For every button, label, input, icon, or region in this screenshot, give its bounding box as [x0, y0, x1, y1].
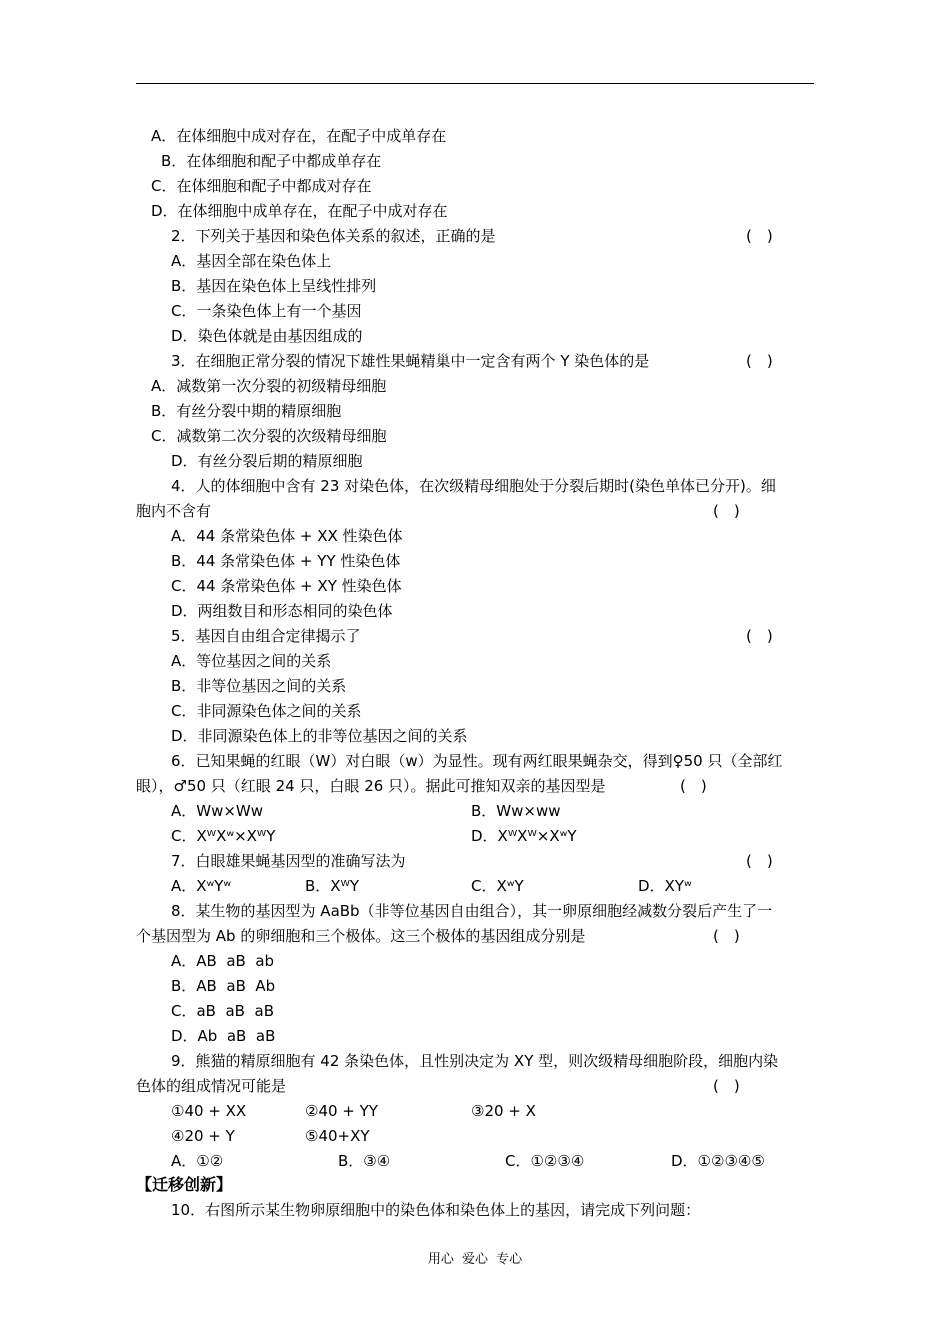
q1-option-b: B．在体细胞和配子中都成单存在 [161, 152, 382, 170]
q6-answer-blank: ( ) [680, 777, 707, 795]
q5-option-d: D．非同源染色体上的非等位基因之间的关系 [171, 727, 468, 745]
q9-stem-line1: 9．熊猫的精原细胞有 42 条染色体，且性别决定为 XY 型，则次级精母细胞阶段，细胞内染 [171, 1052, 779, 1070]
q7-stem: 7．白眼雄果蝇基因型的准确写法为 [171, 852, 406, 870]
q8-stem-line2: 个基因型为 Ab 的卵细胞和三个极体。这三个极体的基因组成分别是 [136, 927, 586, 945]
q2-option-c: C．一条染色体上有一个基因 [171, 302, 362, 320]
q6-option-a: A．Ww×Ww [171, 802, 264, 820]
q7-answer-blank: ( ) [746, 852, 773, 870]
q8-stem-line1: 8．某生物的基因型为 AaBb（非等位基因自由组合），其一卵原细胞经减数分裂后产生了一 [171, 902, 773, 920]
section-heading: 【迁移创新】 [136, 1175, 233, 1194]
q9-stem-line2: 色体的组成情况可能是 [136, 1077, 287, 1095]
q4-option-d: D．两组数目和形态相同的染色体 [171, 602, 393, 620]
header-rule [136, 83, 814, 84]
q9-option-c: C．①②③④ [505, 1152, 585, 1170]
q2-answer-blank: ( ) [746, 227, 773, 245]
q2-option-d: D．染色体就是由基因组成的 [171, 327, 363, 345]
q4-option-b: B．44 条常染色体 + YY 性染色体 [171, 552, 401, 570]
q8-option-a: A．AB aB ab [171, 952, 275, 970]
q5-option-b: B．非等位基因之间的关系 [171, 677, 347, 695]
q5-option-c: C．非同源染色体之间的关系 [171, 702, 362, 720]
q9-item-1: ①40 + XX [171, 1102, 247, 1120]
q8-answer-blank: ( ) [713, 927, 740, 945]
q10-stem: 10．右图所示某生物卵原细胞中的染色体和染色体上的基因，请完成下列问题： [171, 1201, 701, 1219]
q9-option-b: B．③④ [338, 1152, 391, 1170]
q9-item-3: ③20 + X [471, 1102, 536, 1120]
q1-option-d: D．在体细胞中成单存在，在配子中成对存在 [151, 202, 448, 220]
q9-item-2: ②40 + YY [305, 1102, 378, 1120]
q6-option-c: C．XᵂXʷ×XᵂY [171, 827, 276, 845]
q7-option-c: C．XʷY [471, 877, 524, 895]
q9-option-a: A．①② [171, 1152, 224, 1170]
q5-answer-blank: ( ) [746, 627, 773, 645]
q7-option-b: B．XᵂY [305, 877, 360, 895]
q7-option-d: D．XYʷ [638, 877, 692, 895]
q4-stem-line1: 4．人的体细胞中含有 23 对染色体，在次级精母细胞处于分裂后期时(染色单体已分开)。细 [171, 477, 776, 495]
q8-option-d: D．Ab aB aB [171, 1027, 276, 1045]
q7-option-a: A．XʷYʷ [171, 877, 232, 895]
q3-option-d: D．有丝分裂后期的精原细胞 [171, 452, 363, 470]
q6-option-d: D．XᵂXᵂ×XʷY [471, 827, 577, 845]
q3-option-a: A．减数第一次分裂的初级精母细胞 [151, 377, 387, 395]
q9-item-5: ⑤40+XY [305, 1127, 370, 1145]
q3-option-c: C．减数第二次分裂的次级精母细胞 [151, 427, 387, 445]
q1-option-c: C．在体细胞和配子中都成对存在 [151, 177, 372, 195]
q3-answer-blank: ( ) [746, 352, 773, 370]
q3-stem: 3．在细胞正常分裂的情况下雄性果蝇精巢中一定含有两个 Y 染色体的是 [171, 352, 650, 370]
q6-stem-line2: 眼），♂50 只（红眼 24 只，白眼 26 只）。据此可推知双亲的基因型是 [136, 777, 606, 795]
q4-answer-blank: ( ) [713, 502, 740, 520]
q6-option-b: B．Ww×ww [471, 802, 561, 820]
q9-answer-blank: ( ) [713, 1077, 740, 1095]
q4-option-c: C．44 条常染色体 + XY 性染色体 [171, 577, 402, 595]
q9-option-d: D．①②③④⑤ [671, 1152, 765, 1170]
q1-option-a: A．在体细胞中成对存在，在配子中成单存在 [151, 127, 447, 145]
q2-option-b: B．基因在染色体上呈线性排列 [171, 277, 377, 295]
q5-stem: 5．基因自由组合定律揭示了 [171, 627, 361, 645]
q3-option-b: B．有丝分裂中期的精原细胞 [151, 402, 342, 420]
q6-stem-line1: 6．已知果蝇的红眼（W）对白眼（w）为显性。现有两红眼果蝇杂交，得到♀50 只（全部红 [171, 752, 783, 770]
q8-option-c: C．aB aB aB [171, 1002, 274, 1020]
q2-option-a: A．基因全部在染色体上 [171, 252, 332, 270]
q4-stem-line2: 胞内不含有 [136, 502, 212, 520]
q5-option-a: A．等位基因之间的关系 [171, 652, 332, 670]
q8-option-b: B．AB aB Ab [171, 977, 276, 995]
q9-item-4: ④20 + Y [171, 1127, 235, 1145]
q2-stem: 2．下列关于基因和染色体关系的叙述，正确的是 [171, 227, 496, 245]
page-footer: 用心 爱心 专心 [427, 1252, 523, 1267]
q4-option-a: A．44 条常染色体 + XX 性染色体 [171, 527, 403, 545]
